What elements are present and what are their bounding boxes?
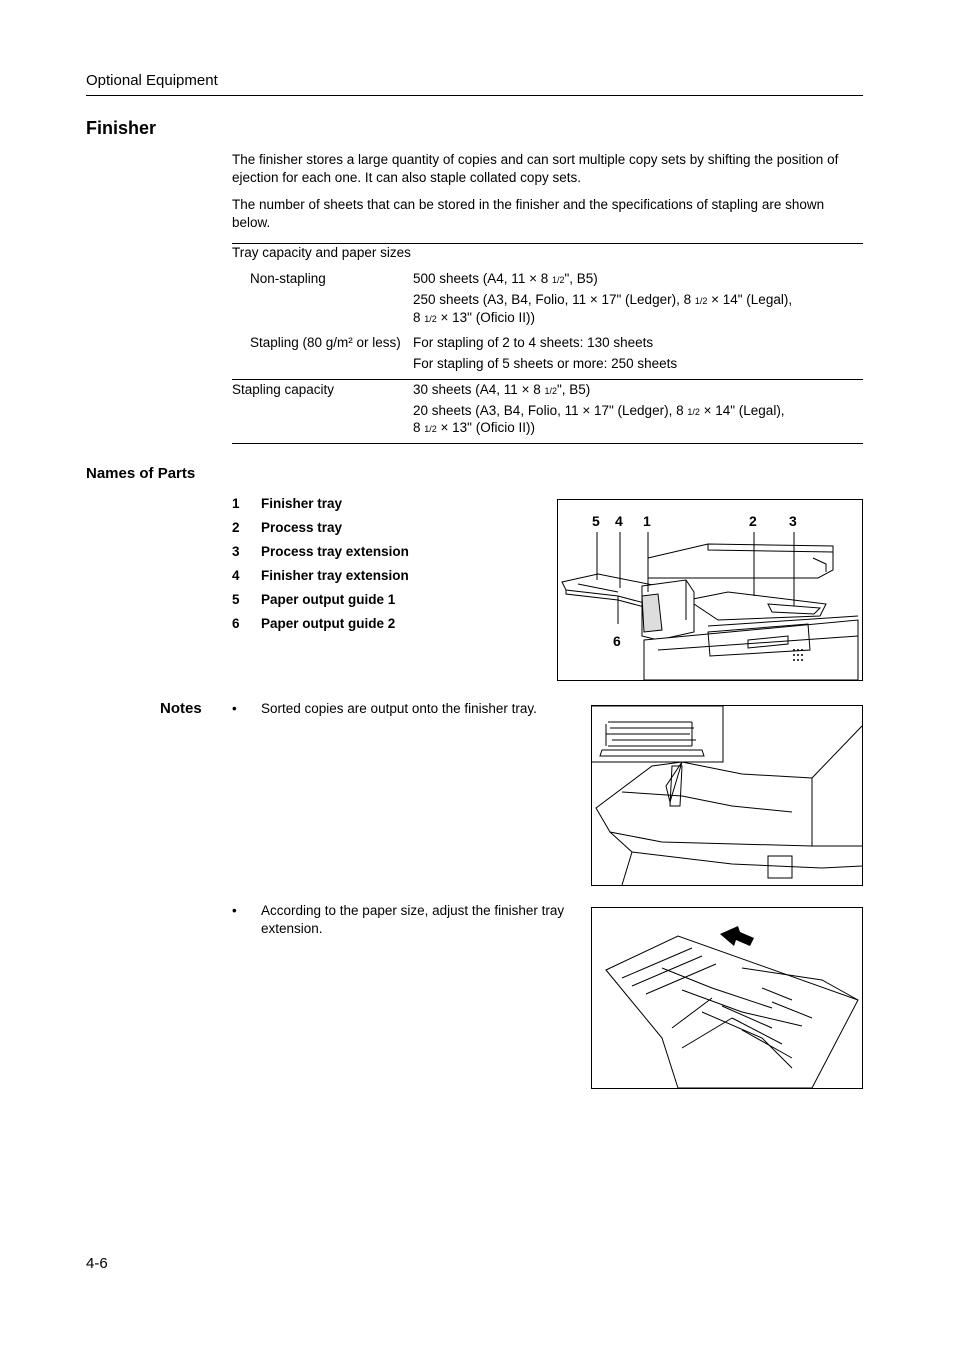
capacity-line-2: 20 sheets (A3, B4, Folio, 11 × 17" (Ledger), 8 1/2 × 14" (Legal), <box>413 403 785 418</box>
stapling-line-2: For stapling of 5 sheets or more: 250 sheets <box>413 356 678 371</box>
sorted-copies-illustration <box>592 706 862 885</box>
callout-2: 2 <box>749 513 757 529</box>
finisher-illustration <box>558 500 862 680</box>
part-item: 5 Paper output guide 1 <box>232 592 396 607</box>
page-number: 4-6 <box>86 1255 108 1272</box>
callout-5: 5 <box>592 513 600 529</box>
capacity-line-3: 8 1/2 × 13" (Oficio II)) <box>413 420 535 435</box>
non-stapling-label: Non-stapling <box>250 271 326 286</box>
stapling-capacity-label: Stapling capacity <box>232 382 335 397</box>
callout-3: 3 <box>789 513 797 529</box>
tray-extension-illustration <box>592 908 862 1088</box>
callout-4: 4 <box>615 513 623 529</box>
part-item: 2 Process tray <box>232 520 343 535</box>
non-stapling-line-1: 500 sheets (A4, 11 × 8 1/2", B5) <box>413 271 598 286</box>
non-stapling-line-2: 250 sheets (A3, B4, Folio, 11 × 17" (Ledger), 8 1/2 × 14" (Legal), <box>413 292 793 307</box>
header-rule <box>86 95 863 96</box>
part-item: 3 Process tray extension <box>232 544 409 559</box>
names-of-parts-heading: Names of Parts <box>86 465 196 482</box>
non-stapling-line-3: 8 1/2 × 13" (Oficio II)) <box>413 310 535 325</box>
note-item: • According to the paper size, adjust the finisher tray extension. <box>232 903 565 936</box>
table-rule-bottom <box>232 443 863 444</box>
push-arrow-icon <box>720 926 754 946</box>
running-header: Optional Equipment <box>86 72 218 89</box>
sorted-output-figure <box>591 705 863 886</box>
part-item: 4 Finisher tray extension <box>232 568 409 583</box>
intro-paragraph-1: The finisher stores a large quantity of copies and can sort multiple copy sets by shifting the position of ejection for each one. It can also staple collated copy sets. <box>232 152 839 185</box>
finisher-parts-figure <box>557 499 863 681</box>
tray-capacity-heading: Tray capacity and paper sizes <box>232 245 411 260</box>
capacity-line-1: 30 sheets (A4, 11 × 8 1/2", B5) <box>413 382 591 397</box>
intro-paragraph-2: The number of sheets that can be stored in the finisher and the specifications of stapling are shown below. <box>232 197 825 230</box>
stapling-line-1: For stapling of 2 to 4 sheets: 130 sheets <box>413 335 654 350</box>
section-title: Finisher <box>86 118 157 138</box>
stapling-label: Stapling (80 g/m² or less) <box>250 335 401 350</box>
table-rule-middle <box>232 379 863 380</box>
callout-1: 1 <box>643 513 651 529</box>
tray-extension-figure <box>591 907 863 1089</box>
part-item: 6 Paper output guide 2 <box>232 616 396 631</box>
callout-6: 6 <box>613 633 621 649</box>
note-item: • Sorted copies are output onto the finisher tray. <box>232 701 537 716</box>
part-item: 1 Finisher tray <box>232 496 343 511</box>
notes-heading: Notes <box>160 700 202 717</box>
